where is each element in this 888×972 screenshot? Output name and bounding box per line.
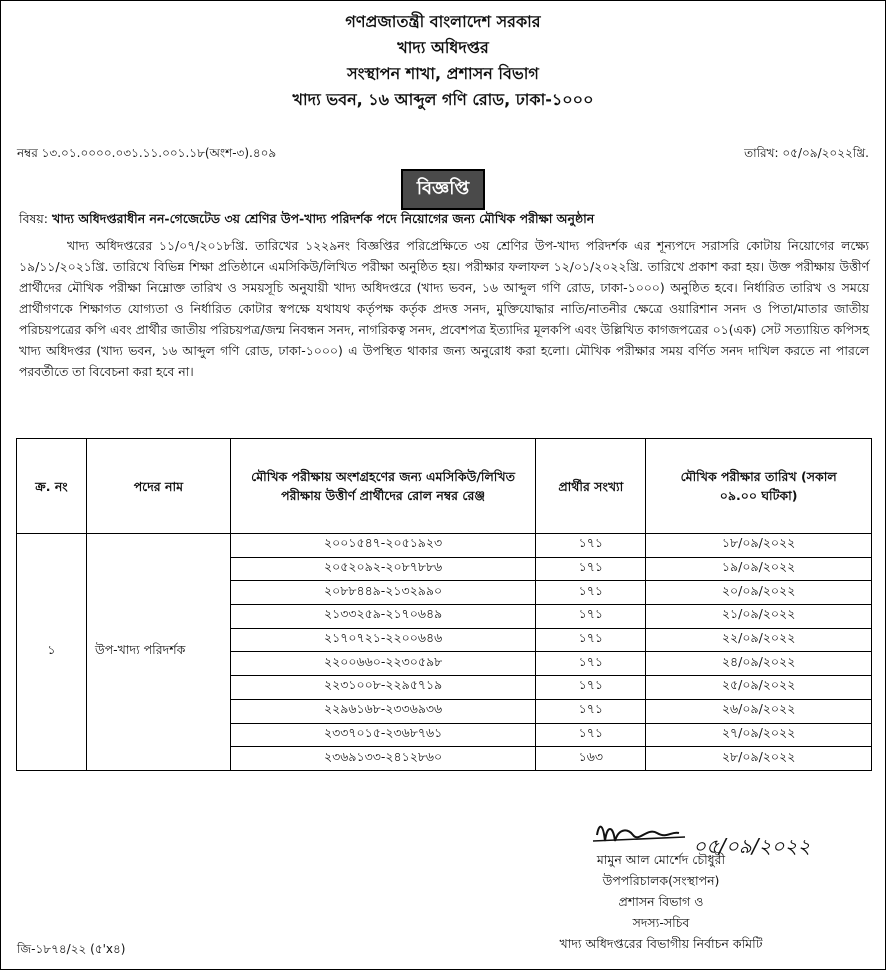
cell-date: ২৫/০৯/২০২২ [646,676,872,700]
cell-count: ১৬৩ [536,747,646,771]
cell-post-name: উপ-খাদ্য পরিদর্শক [86,534,230,771]
subject-line [19,211,875,231]
letterhead [1,9,885,113]
cell-roll: ২০৫২০৯২-২০৮৭৮৮৬ [230,557,536,581]
header-count: প্রার্থীর সংখ্যা [536,439,646,534]
cell-count: ১৭১ [536,676,646,700]
cell-roll: ২২৯৬১৬৮-২৩৩৬৯৩৬ [230,699,536,723]
signatory-role: সদস্য-সচিব [632,915,690,930]
table-row [17,534,872,558]
cell-roll: ২০০১৫৪৭-২০৫১৯২৩ [230,534,536,558]
subject-text: খাদ্য অধিদপ্তরাধীন নন-গেজেটেড ৩য় শ্রেণির উপ-খাদ্য পরিদর্শক পদে নিয়োগের জন্য মৌখিক পরীক্ষা অনুষ্ঠান [51,211,595,226]
meta-row [17,145,869,165]
signatory-committee: খাদ্য অধিদপ্তরের বিভাগীয় নির্বাচন কমিটি [559,936,763,951]
cell-date: ২৪/০৯/২০২২ [646,652,872,676]
cell-count: ১৭১ [536,605,646,629]
subject-label: বিষয়: [19,211,52,226]
govt-name: গণপ্রজাতন্ত্রী বাংলাদেশ সরকার [345,12,541,31]
branch-name: সংস্থাপন শাখা, প্রশাসন বিভাগ [347,64,539,83]
notice-title-wrap [1,169,885,210]
cell-count: ১৭১ [536,652,646,676]
cell-date: ২১/০৯/২০২২ [646,605,872,629]
issue-date: তারিখ: ০৫/০৯/২০২২খ্রি. [744,146,869,160]
table-header-row [17,439,872,534]
cell-date: ২৮/০৯/২০২২ [646,747,872,771]
cell-count: ১৭১ [536,534,646,558]
cell-date: ২৭/০৯/২০২২ [646,723,872,747]
header-serial: ক্র. নং [17,439,87,534]
signature-block [501,849,821,954]
table-body [17,534,872,771]
memo-number: নম্বর ১৩.০১.০০০০.০৩১.১১.০০১.১৮(অংশ-৩).৪০৯ [17,146,277,160]
signatory-department: প্রশাসন বিভাগ ও [618,894,704,909]
header-post: পদের নাম [86,439,230,534]
cell-roll: ২৩৩৭০১৫-২৩৬৮৭৬১ [230,723,536,747]
cell-count: ১৭১ [536,557,646,581]
cell-count: ১৭১ [536,723,646,747]
cell-roll: ২০৮৮৪৪৯-২১৩২৯৯০ [230,581,536,605]
cell-roll: ২২০০৬৬০-২২৩০৫৯৮ [230,652,536,676]
signature-date: ০৫/০৯/২০২২ [693,834,811,858]
cell-roll: ২২৩১০০৮-২২৯৫৭১৯ [230,676,536,700]
cell-roll: ২৩৬৯১৩৩-২৪১২৮৬০ [230,747,536,771]
cell-date: ২২/০৯/২০২২ [646,628,872,652]
office-address: খাদ্য ভবন, ১৬ আব্দুল গণি রোড, ঢাকা-১০০০ [292,90,594,109]
cell-roll: ২১৩৩২৫৯-২১৭০৬৪৯ [230,605,536,629]
print-code: জি-১৮৭৪/২২ (৫'x৪) [17,942,126,956]
header-date: মৌখিক পরীক্ষার তারিখ (সকাল ০৯.০০ ঘটিকা) [646,439,872,534]
cell-date: ১৯/০৯/২০২২ [646,557,872,581]
department-name: খাদ্য অধিদপ্তর [397,38,489,57]
interview-schedule-table [16,438,872,771]
cell-date: ২৬/০৯/২০২২ [646,699,872,723]
cell-count: ১৭১ [536,581,646,605]
header-roll-range: মৌখিক পরীক্ষায় অংশগ্রহণের জন্য এমসিকিউ/লিখিত পরীক্ষায় উত্তীর্ণ প্রার্থীদের রোল নম্বর রেঞ্জ [230,439,536,534]
notice-title: বিজ্ঞপ্তি [401,169,485,210]
cell-count: ১৭১ [536,628,646,652]
cell-date: ২০/০৯/২০২২ [646,581,872,605]
cell-count: ১৭১ [536,699,646,723]
cell-serial: ১ [17,534,87,771]
cell-roll: ২১৭০৭২১-২২০০৬৪৬ [230,628,536,652]
signatory-name: মামুন আল মোর্শেদ চৌধুরী [596,852,726,867]
signatory-designation: উপপরিচালক(সংস্থাপন) [602,873,720,888]
cell-date: ১৮/০৯/২০২২ [646,534,872,558]
body-paragraph: খাদ্য অধিদপ্তরের ১১/০৭/২০১৮খ্রি. তারিখের ১২২৯নং বিজ্ঞপ্তির পরিপ্রেক্ষিতে ৩য় শ্রেণির উপ-খাদ্য পরিদর্শক এর শূন্যপদে সরাসরি কোটায় নিয়োগের লক্ষ্যে ১৯/১১/২০২১খ্রি. তারিখে বিভিন্ন শিক্ষা প্রতিষ্ঠানে এমসিকিউ/লিখিত পরীক্ষা অনুষ্ঠিত হয়। পরীক্ষার ফলাফল ১২/০১/২০২২খ্রি. তারিখে প্রকাশ করা হয়। উক্ত পরীক্ষায় উত্তীর্ণ প্রার্থীদের মৌখিক পরীক্ষা নিম্নোক্ত তারিখ ও সময়সূচি অনুযায়ী খাদ্য অধিদপ্তরে (খাদ্য ভবন, ১৬ আব্দুল গণি রোড, ঢাকা-১০০০) অনুষ্ঠিত হবে। নির্ধারিত তারিখ ও সময়ে প্রার্থীগণকে শিক্ষাগত যোগ্যতা ও নির্ধারিত কোটার স্বপক্ষে যথাযথ কর্তৃপক্ষ কর্তৃক প্রদত্ত সনদ, মুক্তিযোদ্ধার নাতি/নাতনীর ক্ষেত্রে ওয়ারিশান সনদ ও পিতা/মাতার জাতীয় পরিচয়পত্রের কপি এবং প্রার্থীর জাতীয় পরিচয়পত্র/জন্ম নিবন্ধন সনদ, নাগরিকত্ব সনদ, প্রবেশপত্র ইত্যাদির মূলকপি এবং উল্লিখিত কাগজপত্রের ০১(এক) সেট সত্যায়িত কপিসহ খাদ্য অধিদপ্তর (খাদ্য ভবন, ১৬ আব্দুল গণি রোড, ঢাকা-১০০০) এ উপস্থিত থাকার জন্য অনুরোধ করা হলো। মৌখিক পরীক্ষার সময় বর্ণিত সনদ দাখিল করতে না পারলে পরবর্তীতে তা বিবেচনা করা হবে না। [19,238,869,379]
